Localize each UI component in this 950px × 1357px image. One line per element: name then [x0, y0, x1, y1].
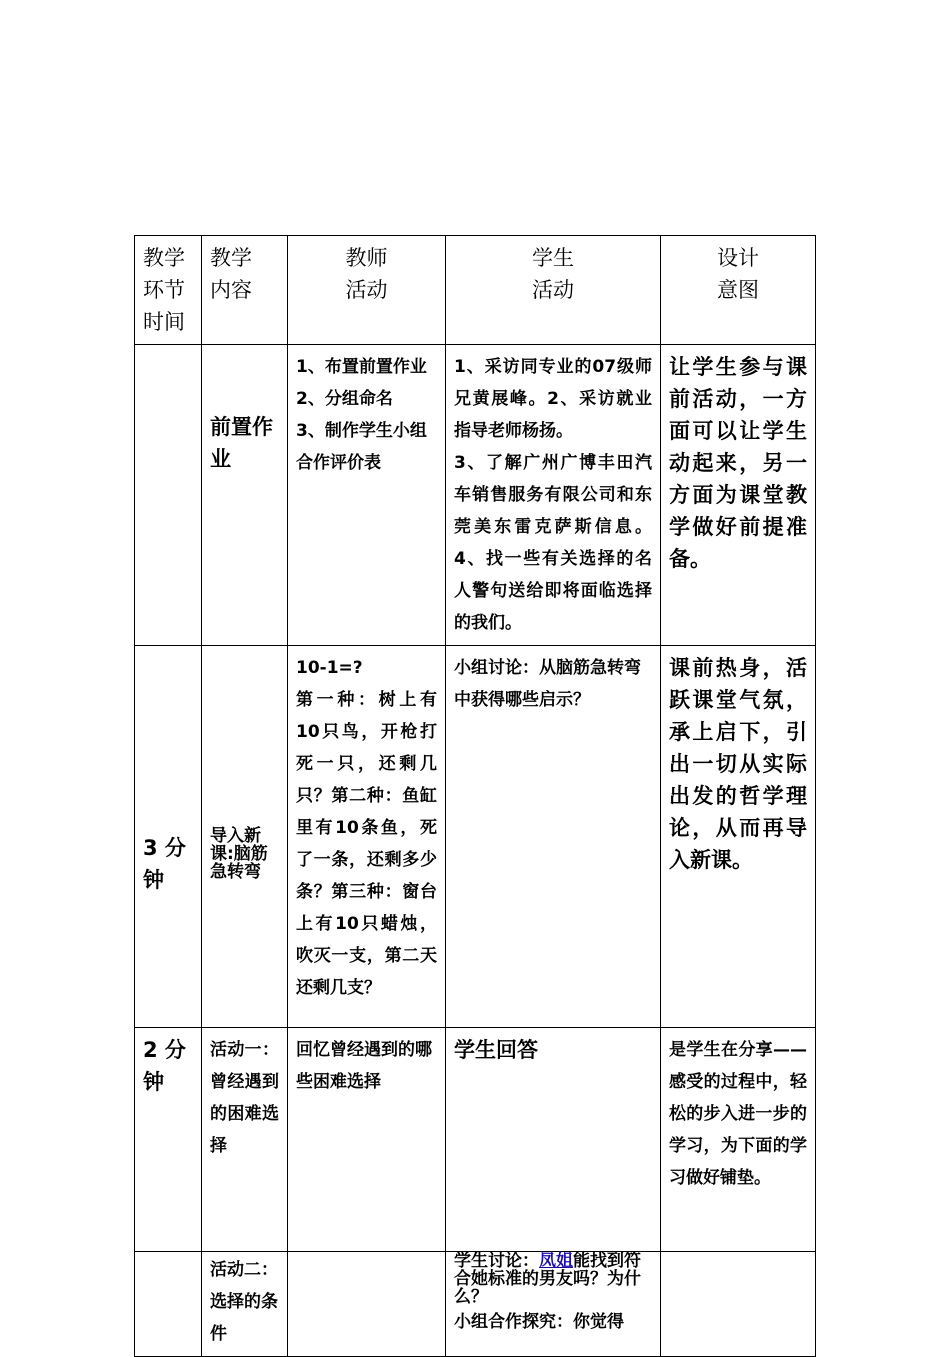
lesson-plan-table: [134, 235, 816, 1357]
row-content: 活动一：曾经遇到的困难选择: [202, 1028, 288, 1252]
row-design-intent: [661, 1252, 816, 1357]
header-design-intent: 设计 意图: [661, 236, 816, 345]
discussion-suffix: 能找到符合她标准的男友吗？为什么？: [454, 1251, 641, 1307]
table-row: [135, 646, 816, 1028]
table-row: [135, 345, 816, 646]
row-teacher-activity: [288, 1252, 446, 1357]
row-design-intent: 让学生参与课前活动，一方面可以让学生动起来，另一方面为课堂教学做好前提准备。: [661, 345, 816, 646]
row-student-activity: 小组讨论：从脑筋急转弯中获得哪些启示？: [446, 646, 661, 1028]
row-time: 3 分钟: [135, 646, 202, 1028]
row-student-activity: 学生回答: [446, 1028, 661, 1252]
row-design-intent: 是学生在分享——感受的过程中，轻松的步入进一步的学习，为下面的学习做好铺垫。: [661, 1028, 816, 1252]
row-teacher-activity: 10-1=? 第一种：树上有10只鸟，开枪打死一只，还剩几只？第二种：鱼缸里有10条鱼，死了一条，还剩多少条？第三种：窗台上有10只蜡烛，吹灭一支，第二天还剩几支？: [288, 646, 446, 1028]
group-inquiry: 小组合作探究：你觉得: [454, 1312, 624, 1332]
table-row: [135, 1252, 816, 1357]
row-time: 2 分钟: [135, 1028, 202, 1252]
header-stage-time: 教学 环节 时间: [135, 236, 202, 345]
header-row: [135, 236, 816, 345]
row-content: 前置作业: [202, 345, 288, 646]
row-student-activity: 1、采访同专业的07级师兄黄展峰。2、采访就业指导老师杨扬。 3、了解广州广博丰田汽车销售服务有限公司和东莞美东雷克萨斯信息。4、找一些有关选择的名人警句送给即将面临选择的我们。: [446, 345, 661, 646]
discussion-prefix: 学生讨论：: [454, 1251, 539, 1271]
row-content: 活动二：选择的条件: [202, 1252, 288, 1357]
row-teacher-activity: 回忆曾经遇到的哪些困难选择: [288, 1028, 446, 1252]
row-student-activity: [446, 1252, 661, 1357]
row-time: [135, 345, 202, 646]
header-content: 教学 内容: [202, 236, 288, 345]
row-teacher-activity: 1、布置前置作业 2、分组命名 3、制作学生小组合作评价表: [288, 345, 446, 646]
row-design-intent: 课前热身，活跃课堂气氛，承上启下，引出一切从实际出发的哲学理论，从而再导入新课。: [661, 646, 816, 1028]
header-student-activity: 学生 活动: [446, 236, 661, 345]
table-row: [135, 1028, 816, 1252]
student-discussion: [454, 1252, 652, 1306]
header-teacher-activity: 教师 活动: [288, 236, 446, 345]
fengjie-link[interactable]: 凤姐: [539, 1251, 573, 1271]
row-content: 导入新课:脑筋急转弯: [202, 646, 288, 1028]
row-time: [135, 1252, 202, 1357]
